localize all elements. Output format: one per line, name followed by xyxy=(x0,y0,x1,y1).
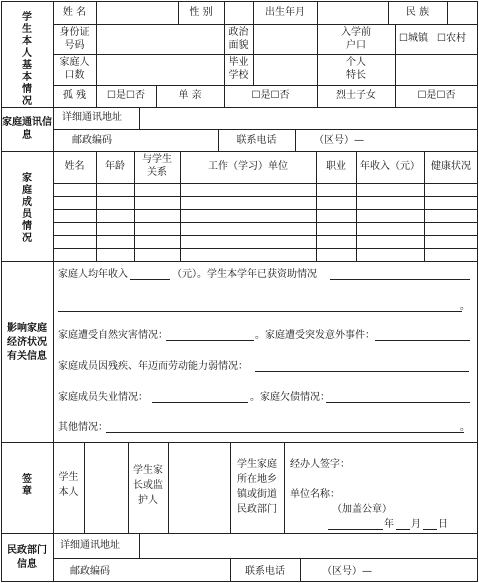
section-divider xyxy=(1,107,478,108)
col-line xyxy=(84,442,85,533)
label-dept-address: 详细通讯地址 xyxy=(60,540,120,551)
row-line xyxy=(53,196,478,197)
label-name: 姓 名 xyxy=(62,7,87,18)
label-month: 月 xyxy=(411,519,421,530)
col-line xyxy=(230,442,231,533)
label-martyr-child: 烈士子女 xyxy=(336,90,376,101)
section-divider xyxy=(1,533,478,534)
col-header-name: 姓名 xyxy=(64,161,85,172)
row-line xyxy=(53,235,478,236)
col-line xyxy=(300,558,301,582)
label-school: 学校 xyxy=(228,70,249,81)
text-period: 。 xyxy=(460,301,470,312)
row-line xyxy=(53,209,478,210)
header-line xyxy=(53,183,478,184)
label-hukou: 户口 xyxy=(346,40,366,51)
blank-aid-received[interactable] xyxy=(330,279,470,280)
label-single-parent: 单 亲 xyxy=(178,90,202,101)
label-family-postcode: 邮政编码 xyxy=(72,135,112,146)
label-dept-phone: 联系电话 xyxy=(245,566,285,577)
col-line xyxy=(295,129,296,151)
label-family-area-code: （区号）— xyxy=(314,135,364,146)
label-talent: 个人 xyxy=(346,57,366,68)
text-period: 。 xyxy=(460,422,470,433)
col-line xyxy=(395,24,396,85)
col-line xyxy=(447,1,448,24)
row-line xyxy=(53,24,478,25)
text-disaster: 家庭遭受自然灾害情况： xyxy=(58,330,168,341)
section-title-signature xyxy=(20,474,34,498)
label-student-sign: 学生 xyxy=(58,472,79,483)
label-idcard: 身份证 xyxy=(59,27,90,38)
col-header-age: 年龄 xyxy=(105,161,125,172)
col-header-occupation: 职业 xyxy=(326,161,346,172)
label-seal: （加盖公章） xyxy=(332,504,392,515)
checkbox-town[interactable]: ☐城镇 xyxy=(399,33,428,44)
col-line xyxy=(317,1,318,24)
col-header-relation: 关系 xyxy=(147,167,167,178)
label-year: 年 xyxy=(384,519,394,530)
text-income: 家庭人均年收入 xyxy=(58,269,128,280)
label-family-size: 口数 xyxy=(64,70,85,81)
label-hukou: 入学前 xyxy=(341,27,371,38)
row-line xyxy=(53,85,478,86)
section-title-text: 民政部门信息 xyxy=(7,545,47,570)
row-line xyxy=(53,129,478,130)
blank-day[interactable] xyxy=(423,529,437,530)
label-talent: 特长 xyxy=(346,70,366,81)
col-header-workplace: 工作（学习）单位 xyxy=(208,161,288,172)
blank-debt[interactable] xyxy=(326,402,470,403)
label-dept-area-code: （区号）— xyxy=(322,566,372,577)
section-title-text: 影响家庭经济状况有关信息 xyxy=(7,323,47,362)
label-civil-dept: 镇或街道 xyxy=(237,489,277,500)
section-divider xyxy=(1,442,478,443)
label-orphan: 孤 残 xyxy=(62,90,87,101)
section-divider xyxy=(1,151,478,152)
blank-disaster[interactable] xyxy=(166,340,254,341)
label-birth: 出生年月 xyxy=(265,7,305,18)
label-civil-dept: 学生家庭 xyxy=(237,459,277,470)
col-header-health: 健康状况 xyxy=(431,161,471,172)
text-accident: 。家庭遭受突发意外事件： xyxy=(255,330,375,341)
label-civil-dept: 民政部门 xyxy=(237,504,277,515)
label-unit-name: 单位名称： xyxy=(290,489,340,500)
label-family-size: 家庭人 xyxy=(59,57,90,68)
label-guardian-sign: 护人 xyxy=(138,495,158,506)
label-gender: 性 别 xyxy=(189,7,213,18)
label-school: 毕业 xyxy=(228,57,249,68)
label-politics: 政治 xyxy=(228,27,249,38)
checkbox-orphan[interactable]: ☐是☐否 xyxy=(107,90,145,101)
label-family-address: 详细通讯地址 xyxy=(62,112,122,123)
section-title-text: 家庭通讯信息 xyxy=(2,117,52,141)
blank-other[interactable] xyxy=(106,432,464,433)
label-politics: 面貌 xyxy=(228,40,249,51)
label-idcard: 号码 xyxy=(64,40,85,51)
blank-accident[interactable] xyxy=(375,340,470,341)
section-title-members: 家庭成员情况 xyxy=(22,173,32,244)
checkbox-rural[interactable]: ☐农村 xyxy=(437,33,466,44)
col-line xyxy=(139,107,140,129)
text-debt: 。家庭欠债情况： xyxy=(250,392,330,403)
section-title-economic xyxy=(4,322,50,364)
label-guardian-sign: 学生家 xyxy=(133,465,163,476)
blank-illness[interactable] xyxy=(255,371,469,372)
row-line xyxy=(53,558,478,559)
col-line xyxy=(139,533,140,558)
text-aid-received: （元）。学生本学年已获资助情况 xyxy=(172,269,317,280)
label-handler-sign: 经办人签字： xyxy=(290,459,350,470)
blank-income[interactable] xyxy=(130,279,170,280)
text-illness: 家庭成员因残疾、年迈而劳动能力弱情况： xyxy=(58,361,248,372)
section-title-basic: 学生本人基本情况 xyxy=(22,12,32,107)
label-guardian-sign: 长或监 xyxy=(133,480,163,491)
col-line xyxy=(168,442,169,533)
blank-month[interactable] xyxy=(396,529,410,530)
label-day: 日 xyxy=(438,519,448,530)
col-header-relation: 与学生 xyxy=(142,154,172,165)
blank-aid-received-2[interactable] xyxy=(58,311,462,312)
col-header-income: 年收入（元） xyxy=(360,161,420,172)
blank-year[interactable] xyxy=(328,529,383,530)
row-line xyxy=(53,54,478,55)
col-line xyxy=(96,1,97,85)
section-title-text: 签章 xyxy=(22,474,32,497)
section-title-family-contact xyxy=(1,116,53,142)
label-student-sign: 本人 xyxy=(58,487,79,498)
section-divider xyxy=(1,261,478,262)
label-civil-dept: 所在地乡 xyxy=(237,474,277,485)
text-other: 其他情况： xyxy=(58,422,108,433)
row-line xyxy=(53,248,478,249)
row-line xyxy=(53,222,478,223)
col-line xyxy=(284,442,285,533)
label-dept-postcode: 邮政编码 xyxy=(70,566,110,577)
text-unemployment: 家庭成员失业情况： xyxy=(58,392,148,403)
label-ethnic: 民 族 xyxy=(405,7,430,18)
label-family-phone: 联系电话 xyxy=(236,135,277,146)
section-title-civil-dept xyxy=(4,544,50,572)
checkbox-martyr-child[interactable]: ☐是☐否 xyxy=(417,90,456,101)
blank-unemployment[interactable] xyxy=(152,402,248,403)
checkbox-single-parent[interactable]: ☐是☐否 xyxy=(251,90,290,101)
